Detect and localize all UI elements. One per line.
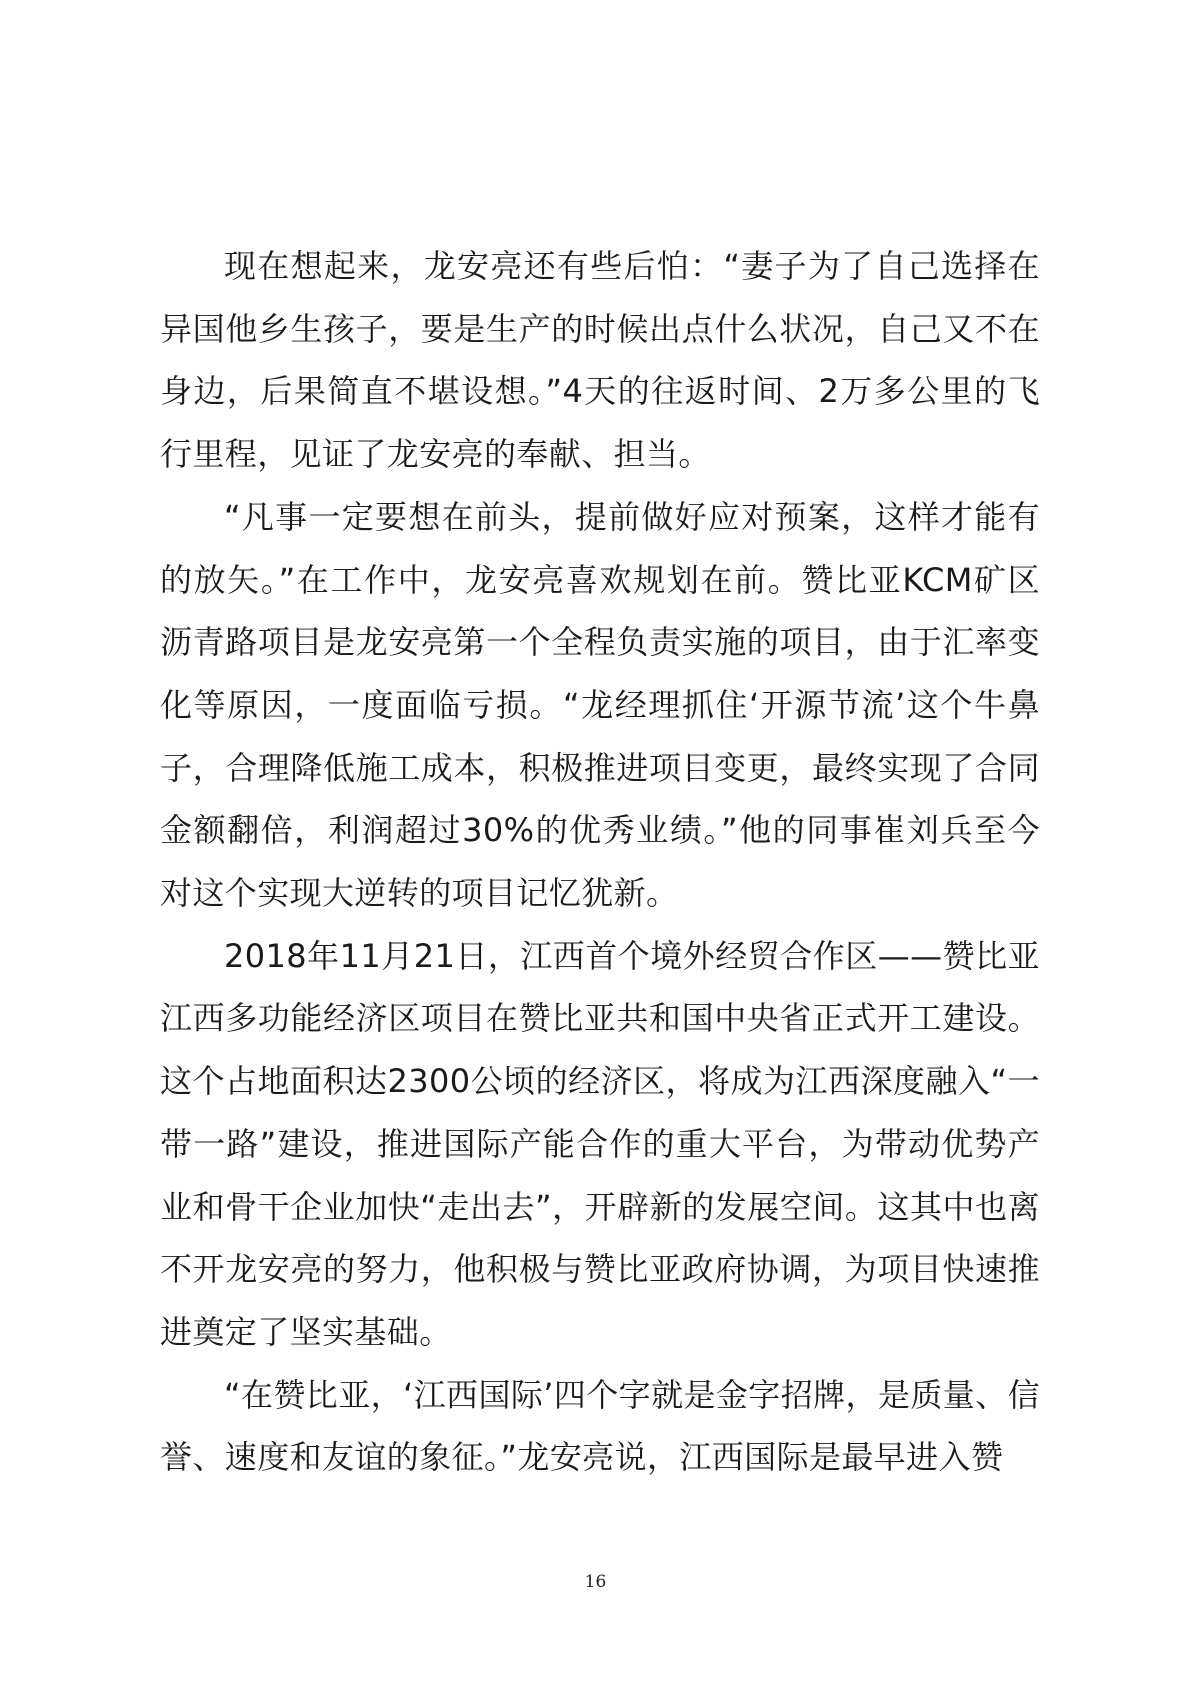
paragraph-3: 2018年11月21日，江西首个境外经贸合作区——赞比亚江西多功能经济区项目在赞比亚共和国中央省正式开工建设。这个占地面积达2300公顷的经济区，将成为江西深度融入“一带一路”建设，推进国际产能合作的重大平台，为带动优势产业和骨干企业加快“走出去”，开辟新的发展空间。这其中也离不开龙安亮的努力，他积极与赞比亚政府协调，为项目快速推进奠定了坚实基础。	[160, 936, 1040, 1351]
paragraph-1: 现在想起来，龙安亮还有些后怕：“妻子为了自己选择在异国他乡生孩子，要是生产的时候出点什么状况，自己又不在身边，后果简直不堪设想。”4天的往返时间、2万多公里的飞行里程，见证了龙安亮的奉献、担当。	[160, 247, 1040, 474]
paragraph-2: “凡事一定要想在前头，提前做好应对预案，这样才能有的放矢。”在工作中，龙安亮喜欢规划在前。赞比亚KCM矿区沥青路项目是龙安亮第一个全程负责实施的项目，由于汇率变化等原因，一度面临亏损。“龙经理抓住‘开源节流’这个牛鼻子，合理降低施工成本，积极推进项目变更，最终实现了合同金额翻倍，利润超过30%的优秀业绩。”他的同事崔刘兵至今对这个实现大逆转的项目记忆犹新。	[160, 497, 1040, 913]
paragraph-4: “在赞比亚，‘江西国际’四个字就是金字招牌，是质量、信誉、速度和友谊的象征。”龙安亮说，江西国际是最早进入赞	[160, 1375, 1040, 1477]
article-body	[160, 235, 1040, 1489]
page-number: 16	[584, 1572, 607, 1592]
